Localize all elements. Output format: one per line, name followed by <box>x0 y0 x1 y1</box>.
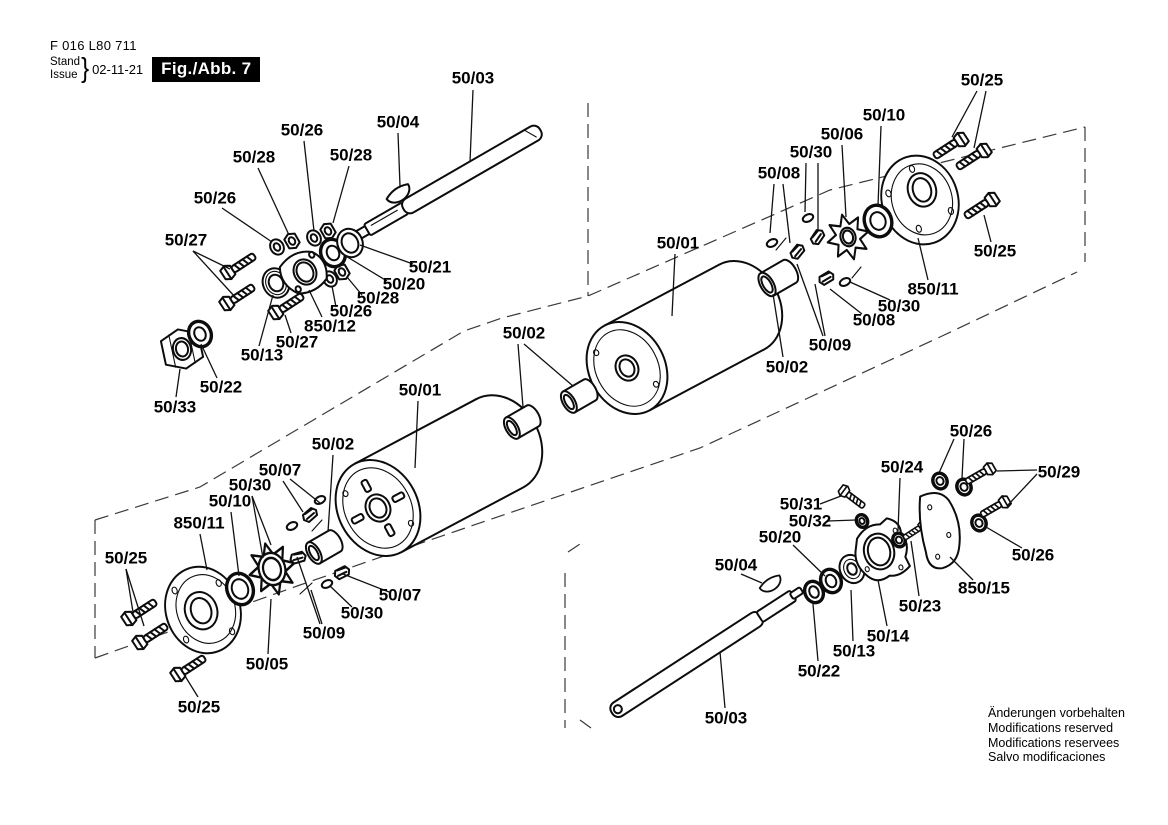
leader-line <box>200 534 207 570</box>
part-label-50-26: 50/26 <box>1011 545 1055 565</box>
part-label-50-13: 50/13 <box>832 641 876 661</box>
part-label-50-28: 50/28 <box>329 145 373 165</box>
upper-shaft-drawing <box>351 123 544 244</box>
part-label-50-07: 50/07 <box>378 585 422 605</box>
leader-line <box>333 166 349 223</box>
bolt-50-27-drawing <box>219 249 258 282</box>
leader-line <box>176 369 180 397</box>
brace-glyph: } <box>81 52 90 84</box>
issue-label: Issue <box>50 69 78 81</box>
part-label-50-26: 50/26 <box>949 421 993 441</box>
leader-line <box>259 295 273 346</box>
part-label-50-25: 50/25 <box>177 697 221 717</box>
screw-50-25-drawing <box>962 190 1001 223</box>
issue-date: 02-11-21 <box>92 61 144 77</box>
part-label-50-05: 50/05 <box>245 654 289 674</box>
pin-drawing <box>312 520 322 531</box>
part-label-50-28: 50/28 <box>232 147 276 167</box>
leader-line <box>360 245 413 264</box>
leader-line <box>328 455 333 532</box>
leader-line <box>911 541 919 596</box>
pin-drawing <box>852 267 861 278</box>
screw-50-29-drawing <box>963 461 997 488</box>
part-label-50-20: 50/20 <box>382 274 426 294</box>
part-label-50-09: 50/09 <box>808 335 852 355</box>
part-label-50-02: 50/02 <box>502 323 546 343</box>
leader-line <box>222 208 272 242</box>
leader-line <box>126 569 133 612</box>
part-label-50-30: 50/30 <box>789 142 833 162</box>
leader-line <box>185 676 198 697</box>
part-label-50-13: 50/13 <box>240 345 284 365</box>
part-label-50-20: 50/20 <box>758 527 802 547</box>
leader-line <box>741 574 762 583</box>
leader-line <box>793 545 825 576</box>
part-label-50-01: 50/01 <box>656 233 700 253</box>
part-label-50-08: 50/08 <box>757 163 801 183</box>
bolt-50-25-drawing <box>131 619 170 652</box>
note-line-fr: Modifications reservees <box>988 735 1120 750</box>
washer-oval-drawing <box>839 277 852 288</box>
part-label-50-22: 50/22 <box>199 377 243 397</box>
part-label-50-26: 50/26 <box>193 188 237 208</box>
leader-line <box>470 90 473 162</box>
leader-line <box>344 255 387 281</box>
leader-line <box>939 439 954 473</box>
part-label-50-23: 50/23 <box>898 596 942 616</box>
part-label-50-08: 50/08 <box>852 310 896 330</box>
pawl-clip-drawing <box>303 508 317 522</box>
washer-oval-drawing <box>766 238 779 249</box>
leader-line <box>297 557 320 624</box>
leader-line <box>304 141 314 231</box>
lower-shaft-drawing <box>608 583 806 720</box>
flange-850-11-right-drawing <box>870 145 970 254</box>
part-label-50-30: 50/30 <box>228 475 272 495</box>
leader-line <box>201 344 217 378</box>
leader-line <box>813 604 818 661</box>
note-line-en: Modifications reserved <box>988 720 1114 735</box>
part-label-50-03: 50/03 <box>704 708 748 728</box>
part-label-50-32: 50/32 <box>788 511 832 531</box>
washer-oval-drawing <box>802 213 815 224</box>
pawl-clip-drawing <box>789 244 805 260</box>
leader-line <box>984 215 991 242</box>
part-label-50-31: 50/31 <box>779 494 823 514</box>
leader-line <box>398 133 400 186</box>
leader-line <box>974 91 986 148</box>
figure-badge: Fig./Abb. 7 <box>152 57 260 82</box>
part-label-50-25: 50/25 <box>973 241 1017 261</box>
part-label-50-07: 50/07 <box>258 460 302 480</box>
cover-plate-850-15-drawing <box>916 490 964 570</box>
leader-line <box>842 145 846 217</box>
leader-line <box>311 590 322 624</box>
leader-line <box>1007 474 1037 506</box>
screw-50-29-drawing <box>978 494 1012 521</box>
leader-line <box>997 470 1037 471</box>
leader-line <box>258 168 289 235</box>
part-label-50-01: 50/01 <box>398 380 442 400</box>
leader-line <box>952 91 977 137</box>
part-label-50-10: 50/10 <box>862 105 906 125</box>
leader-line <box>805 163 806 212</box>
woodruff-key-lower-drawing <box>758 573 784 596</box>
part-label-50-10: 50/10 <box>208 491 252 511</box>
leader-line <box>283 481 303 512</box>
note-line-es: Salvo modificaciones <box>988 750 1106 765</box>
leader-line <box>252 496 263 558</box>
leader-line <box>252 496 271 545</box>
leader-line <box>720 652 725 708</box>
leader-line <box>950 557 973 580</box>
part-label-50-27: 50/27 <box>164 230 208 250</box>
part-label-50-04: 50/04 <box>714 555 758 575</box>
leader-line <box>851 590 853 641</box>
leader-line <box>524 344 573 386</box>
part-label-850-15: 850/15 <box>958 578 1010 598</box>
bolt-50-25-drawing <box>169 651 208 684</box>
part-label-850-11: 850/11 <box>173 513 225 533</box>
leader-line <box>309 290 322 317</box>
leader-line <box>770 184 774 233</box>
bushing-drawing <box>303 528 346 567</box>
part-label-850-12: 850/12 <box>304 316 356 336</box>
leader-line <box>231 512 239 576</box>
part-label-50-24: 50/24 <box>880 457 924 477</box>
leader-line <box>820 496 841 504</box>
nut-small-drawing <box>283 231 301 251</box>
part-label-50-14: 50/14 <box>866 626 910 646</box>
part-label-50-30: 50/30 <box>340 603 384 623</box>
part-label-50-06: 50/06 <box>820 124 864 144</box>
leader-line <box>878 580 887 626</box>
ring-50-26-drawing <box>930 471 949 491</box>
part-label-50-26: 50/26 <box>329 301 373 321</box>
pawl-clip-drawing <box>809 229 826 246</box>
screw-50-31-drawing <box>837 484 868 511</box>
leader-line <box>898 478 900 531</box>
part-label-50-02: 50/02 <box>311 434 355 454</box>
leader-line <box>828 520 856 521</box>
part-label-50-03: 50/03 <box>451 68 495 88</box>
part-label-50-09: 50/09 <box>302 623 346 643</box>
washer-50-32-drawing <box>854 513 869 529</box>
part-label-850-11: 850/11 <box>907 279 959 299</box>
leader-line <box>783 184 790 243</box>
leader-line <box>285 315 291 333</box>
part-label-50-30: 50/30 <box>877 296 921 316</box>
part-label-50-02: 50/02 <box>765 357 809 377</box>
part-label-50-22: 50/22 <box>797 661 841 681</box>
part-label-50-04: 50/04 <box>376 112 420 132</box>
leader-line <box>518 344 523 407</box>
part-label-50-21: 50/21 <box>408 257 452 277</box>
part-label-50-33: 50/33 <box>153 397 197 417</box>
leader-line <box>797 264 823 336</box>
leader-line <box>193 251 230 269</box>
washer-oval-drawing <box>286 521 299 532</box>
leader-line <box>962 439 964 478</box>
part-label-50-25: 50/25 <box>960 70 1004 90</box>
document-number: F 016 L80 711 <box>50 38 137 53</box>
part-label-50-25: 50/25 <box>104 548 148 568</box>
part-label-50-27: 50/27 <box>275 332 319 352</box>
part-label-50-28: 50/28 <box>356 288 400 308</box>
stand-label: Stand <box>50 55 81 68</box>
pawl-clip-drawing <box>818 270 834 286</box>
note-line-de: Änderungen vorbehalten <box>988 706 1125 720</box>
modifications-note <box>988 706 1125 765</box>
pawl-clip-drawing <box>333 564 350 581</box>
part-label-50-29: 50/29 <box>1037 462 1081 482</box>
part-label-50-26: 50/26 <box>280 120 324 140</box>
leader-line <box>268 599 271 654</box>
